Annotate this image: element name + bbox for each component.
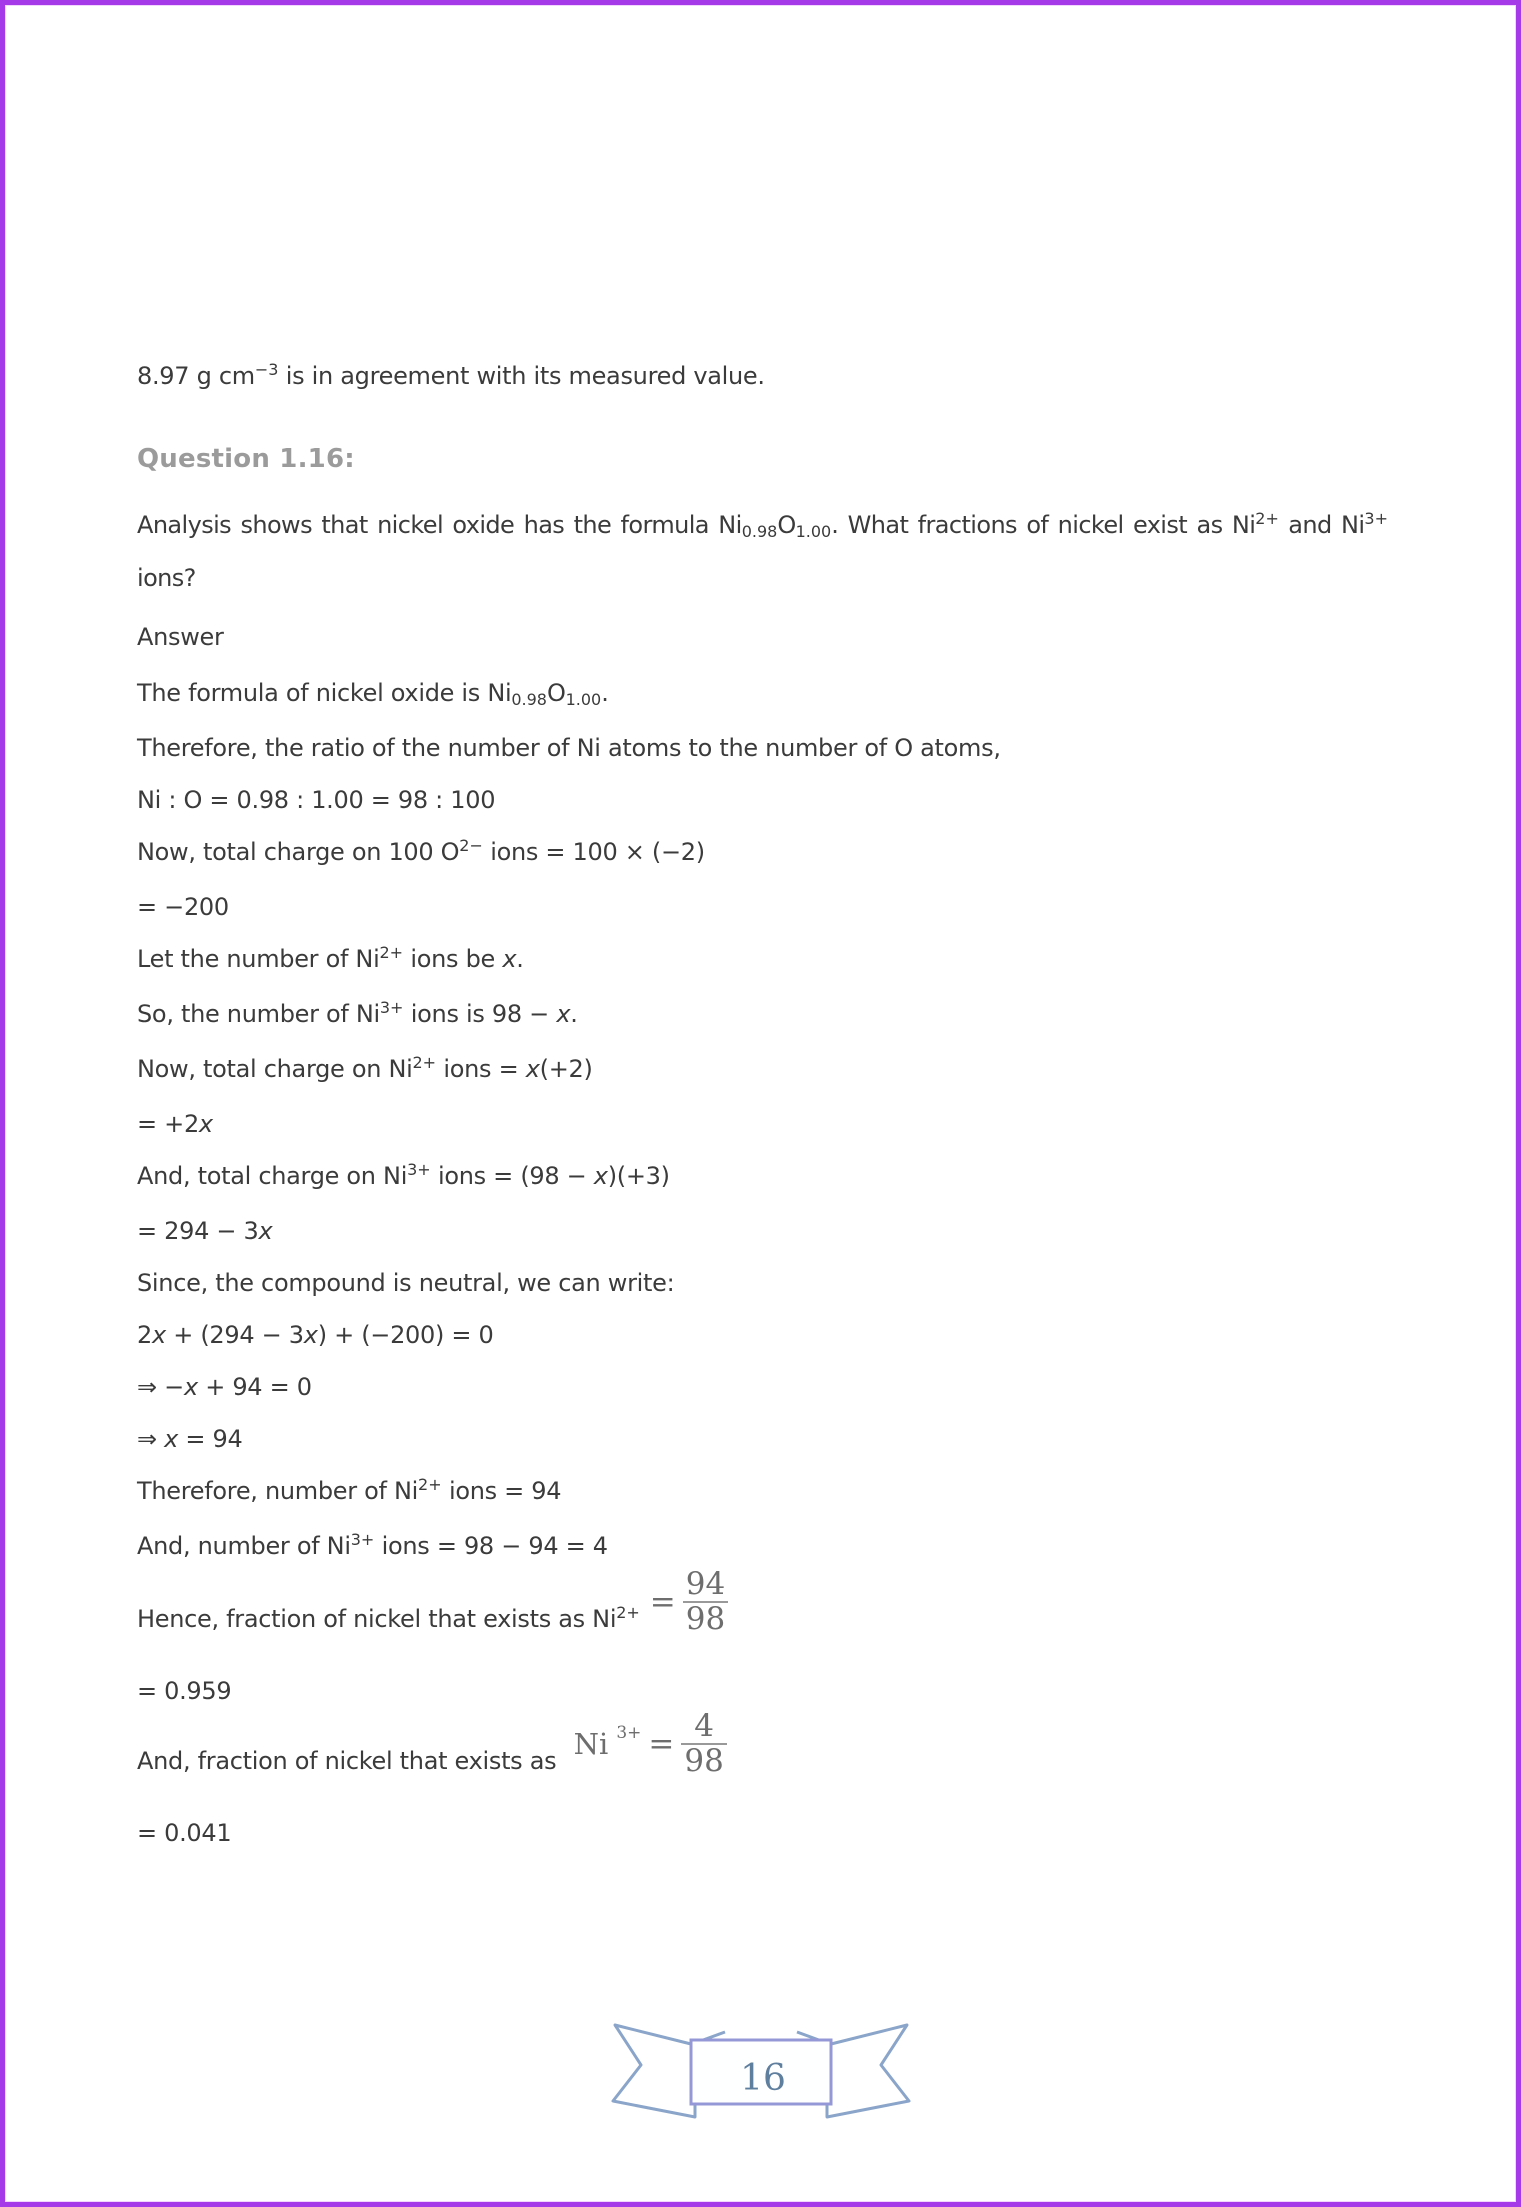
text-line bbox=[137, 1268, 1388, 1298]
text-line bbox=[137, 500, 1388, 604]
superscript: 2+ bbox=[412, 1053, 437, 1072]
text-line bbox=[137, 944, 1388, 977]
document-body bbox=[5, 5, 1516, 1848]
text-segment: Now, total charge on 100 O bbox=[137, 838, 460, 866]
superscript: 2− bbox=[459, 836, 483, 855]
subscript: 0.98 bbox=[511, 690, 547, 709]
text-segment: Since, the compound is neutral, we can write: bbox=[137, 1269, 675, 1297]
variable: x bbox=[303, 1321, 318, 1349]
text-segment: = +2 bbox=[137, 1110, 199, 1138]
equals-sign: = bbox=[649, 1584, 676, 1620]
page-number: 16 bbox=[739, 2058, 786, 2099]
text-line bbox=[137, 892, 1388, 922]
text-segment: ions is 98 − bbox=[403, 1000, 557, 1028]
text-segment: 2 bbox=[137, 1321, 152, 1349]
text-line bbox=[137, 837, 1388, 870]
text-segment: ions = 100 × (−2) bbox=[482, 838, 705, 866]
superscript: 2+ bbox=[379, 943, 404, 962]
fraction-numerator: 94 bbox=[685, 1566, 726, 1602]
text-segment: . bbox=[570, 1000, 578, 1028]
text-segment: Hence, fraction of nickel that exists as Ni bbox=[137, 1605, 617, 1633]
text-line bbox=[137, 678, 1388, 711]
text-line bbox=[137, 1818, 1388, 1848]
text-line bbox=[137, 1424, 1388, 1454]
text-line bbox=[137, 785, 1388, 815]
text-segment: ions = bbox=[436, 1055, 526, 1083]
text-segment: Ni : O = 0.98 : 1.00 = 98 : 100 bbox=[137, 786, 496, 814]
variable: x bbox=[502, 945, 517, 973]
text-line bbox=[137, 1566, 1388, 1654]
text-line bbox=[137, 1676, 1388, 1706]
fraction-ni2-equation bbox=[650, 1568, 728, 1636]
text-segment: . bbox=[601, 679, 609, 707]
fraction-denominator: 98 bbox=[685, 1601, 726, 1637]
text-segment: = −200 bbox=[137, 893, 229, 921]
text-segment: Therefore, number of Ni bbox=[137, 1477, 419, 1505]
text-segment: Now, total charge on Ni bbox=[137, 1055, 413, 1083]
text-line bbox=[137, 361, 1388, 394]
text-segment: Analysis shows that nickel oxide has the formula Ni bbox=[137, 511, 742, 539]
text-segment: ) + (−200) = 0 bbox=[317, 1321, 494, 1349]
text-segment: = 0.959 bbox=[137, 1677, 232, 1705]
fraction-denominator: 98 bbox=[684, 1743, 724, 1779]
text-segment: (+2) bbox=[539, 1055, 593, 1083]
text-segment: . What fractions of nickel exist as Ni bbox=[831, 511, 1256, 539]
text-segment: + (294 − 3 bbox=[165, 1321, 304, 1349]
text-segment: And, number of Ni bbox=[137, 1532, 351, 1560]
text-segment: 8.97 g cm bbox=[137, 362, 255, 390]
superscript: 3+ bbox=[379, 998, 404, 1017]
answer-label bbox=[137, 622, 1388, 652]
text-line bbox=[137, 733, 1388, 763]
page-footer bbox=[5, 2005, 1516, 2125]
superscript: 3+ bbox=[350, 1530, 375, 1549]
text-segment: Answer bbox=[137, 623, 224, 651]
text-segment: O bbox=[777, 511, 796, 539]
text-segment: The formula of nickel oxide is Ni bbox=[137, 679, 512, 707]
fraction bbox=[681, 1710, 726, 1778]
subscript: 1.00 bbox=[565, 690, 602, 709]
question-heading bbox=[137, 444, 1388, 474]
variable: x bbox=[525, 1055, 540, 1083]
text-line bbox=[137, 1216, 1388, 1246]
subscript: 0.98 bbox=[741, 522, 778, 541]
text-segment: ⇒ − bbox=[137, 1373, 184, 1401]
variable: x bbox=[164, 1425, 179, 1453]
text-line bbox=[137, 999, 1388, 1032]
superscript: 3+ bbox=[1364, 509, 1388, 528]
variable: x bbox=[593, 1162, 608, 1190]
text-segment: Let the number of Ni bbox=[137, 945, 380, 973]
text-segment: ions = 94 bbox=[441, 1477, 562, 1505]
variable: x bbox=[258, 1217, 273, 1245]
text-segment: = 94 bbox=[178, 1425, 243, 1453]
equals-sign: = bbox=[648, 1726, 675, 1762]
text-segment: ions = (98 − bbox=[430, 1162, 594, 1190]
text-line bbox=[137, 1320, 1388, 1350]
text-line bbox=[137, 1708, 1388, 1796]
text-segment: + 94 = 0 bbox=[197, 1373, 312, 1401]
fraction-ni3-equation bbox=[574, 1710, 727, 1778]
text-line bbox=[137, 1054, 1388, 1087]
text-segment: ions? bbox=[137, 564, 196, 592]
text-segment: ions = 98 − 94 = 4 bbox=[374, 1532, 608, 1560]
equation-base: Ni bbox=[573, 1727, 609, 1761]
text-segment: Therefore, the ratio of the number of Ni atoms to the number of O atoms, bbox=[137, 734, 1001, 762]
text-line bbox=[137, 1109, 1388, 1139]
superscript: 2+ bbox=[1255, 509, 1279, 528]
text-line bbox=[137, 1372, 1388, 1402]
fraction bbox=[683, 1568, 728, 1636]
text-segment: = 0.041 bbox=[137, 1819, 232, 1847]
text-segment: )(+3) bbox=[607, 1162, 670, 1190]
superscript: 2+ bbox=[616, 1603, 640, 1622]
text-segment: And, total charge on Ni bbox=[137, 1162, 408, 1190]
text-line bbox=[137, 1161, 1388, 1194]
variable: x bbox=[151, 1321, 166, 1349]
variable: x bbox=[183, 1373, 198, 1401]
text-segment: and Ni bbox=[1278, 511, 1365, 539]
superscript: −3 bbox=[254, 360, 279, 379]
subscript: 1.00 bbox=[795, 522, 832, 541]
text-segment: is in agreement with its measured value. bbox=[278, 362, 765, 390]
text-line bbox=[137, 1476, 1388, 1509]
equation-superscript: 3+ bbox=[616, 1723, 642, 1743]
text-line bbox=[137, 1531, 1388, 1564]
text-segment: So, the number of Ni bbox=[137, 1000, 380, 1028]
text-segment: = 294 − 3 bbox=[137, 1217, 259, 1245]
superscript: 2+ bbox=[418, 1475, 442, 1494]
superscript: 3+ bbox=[407, 1160, 431, 1179]
text-segment: ions be bbox=[403, 945, 503, 973]
text-segment: Question 1.16: bbox=[137, 444, 355, 474]
variable: x bbox=[556, 1000, 571, 1028]
text-segment: . bbox=[516, 945, 524, 973]
variable: x bbox=[198, 1110, 213, 1138]
text-segment: And, fraction of nickel that exists as bbox=[137, 1747, 564, 1775]
page-number-ribbon bbox=[591, 2005, 931, 2125]
text-segment: ⇒ bbox=[137, 1425, 165, 1453]
fraction-numerator: 4 bbox=[694, 1708, 714, 1744]
text-segment: O bbox=[546, 679, 566, 707]
